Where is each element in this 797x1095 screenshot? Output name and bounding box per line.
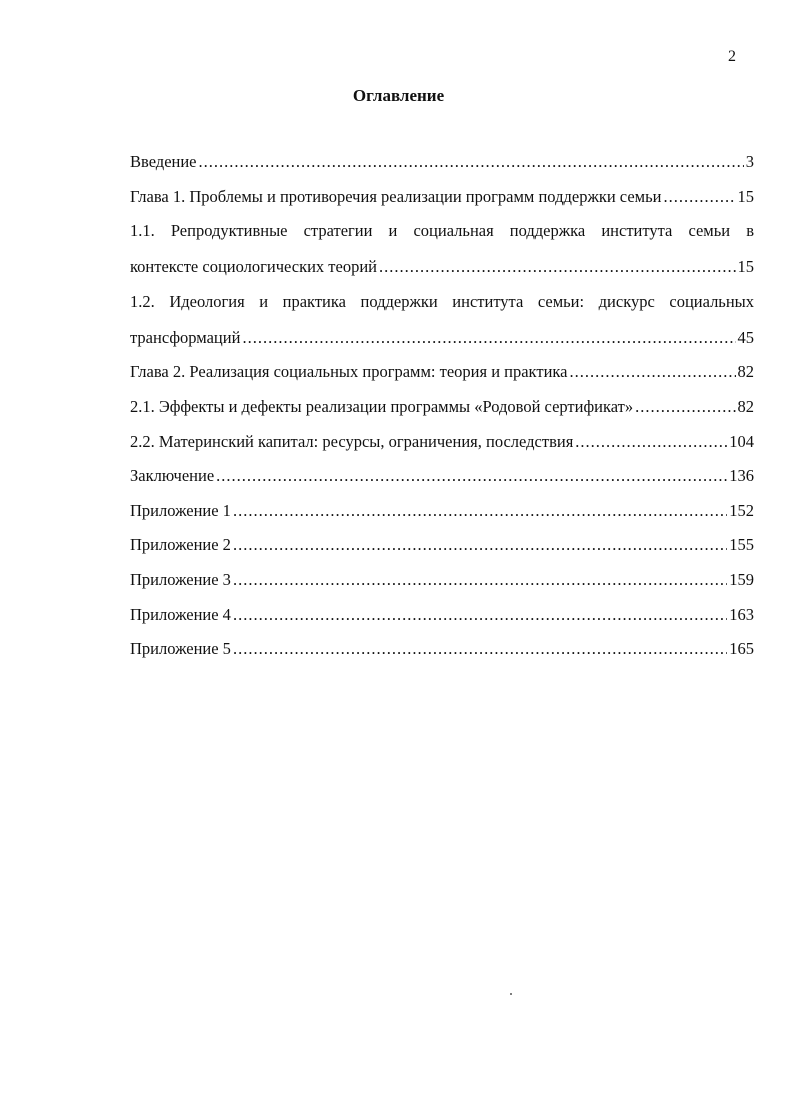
toc-entry-section-2-2[interactable]: [130, 432, 754, 452]
toc-entry-appendix-4[interactable]: [130, 605, 754, 625]
toc-entry-label: Приложение 2: [130, 535, 231, 555]
toc-entry-label: 2.1. Эффекты и дефекты реализации программы «Родовой сертификат»: [130, 396, 634, 416]
dot-leader: [379, 257, 735, 277]
toc-entry-page: 82: [737, 362, 754, 382]
toc-entry-page: 136: [729, 466, 754, 486]
toc-entry-label-line-1: 1.1. Репродуктивные стратегии и социальная поддержка института семьи в: [130, 221, 754, 241]
toc-entry-label: Приложение 5: [130, 639, 231, 659]
page-title: Оглавление: [352, 86, 445, 105]
toc-entry-label: Приложение 3: [130, 569, 231, 589]
dot-leader: [242, 328, 735, 348]
toc-entry-page: 165: [729, 639, 754, 659]
dot-leader: [233, 535, 727, 555]
scan-speck: [510, 993, 512, 995]
dot-leader: [233, 605, 727, 625]
toc-entry-chapter-1[interactable]: [130, 187, 754, 207]
toc-entry-appendix-5[interactable]: [130, 639, 754, 659]
toc-entry-page: 152: [729, 500, 754, 520]
toc-entry-label: Глава 1. Проблемы и противоречия реализации программ поддержки семьи: [130, 186, 662, 206]
dot-leader: [575, 432, 727, 452]
toc-entry-page: 15: [737, 186, 754, 206]
toc-entry-page: 82: [737, 396, 754, 416]
dot-leader: [233, 639, 727, 659]
toc-entry-page: 45: [737, 327, 754, 347]
toc-entry-page: 3: [745, 152, 754, 171]
toc-entry-section-1-2[interactable]: [130, 292, 754, 348]
dot-leader: [233, 570, 727, 590]
dot-leader: [199, 152, 744, 172]
toc-entry-label: Заключение: [130, 466, 215, 486]
toc-entry-page: 15: [737, 257, 754, 277]
toc-entry-appendix-3[interactable]: [130, 570, 754, 590]
toc-entry-label-line-2: трансформаций: [130, 327, 241, 347]
toc-entry-label: 2.2. Материнский капитал: ресурсы, ограничения, последствия: [130, 431, 574, 451]
toc-entry-appendix-2[interactable]: [130, 535, 754, 555]
toc-entry-label: Глава 2. Реализация социальных программ: теория и практика: [130, 362, 568, 382]
toc-entry-label: Приложение 1: [130, 500, 231, 520]
table-of-contents: [130, 152, 754, 674]
toc-entry-page: 163: [729, 604, 754, 624]
toc-entry-label: Приложение 4: [130, 604, 231, 624]
toc-entry-section-1-1[interactable]: [130, 221, 754, 277]
dot-leader: [216, 466, 727, 486]
toc-entry-conclusion[interactable]: [130, 466, 754, 486]
toc-entry-appendix-1[interactable]: [130, 501, 754, 521]
toc-entry-page: 104: [729, 431, 754, 451]
toc-entry-introduction[interactable]: [130, 152, 754, 172]
toc-entry-page: 159: [729, 569, 754, 589]
dot-leader: [635, 397, 735, 417]
toc-entry-label: Введение: [130, 152, 197, 171]
page-number: 2: [728, 48, 736, 65]
toc-entry-page: 155: [729, 535, 754, 555]
toc-entry-label-line-1: 1.2. Идеология и практика поддержки института семьи: дискурс социальных: [130, 291, 754, 311]
toc-entry-label-line-2: контексте социологических теорий: [130, 257, 378, 277]
dot-leader: [663, 187, 735, 207]
dot-leader: [570, 362, 736, 382]
toc-entry-section-2-1[interactable]: [130, 397, 754, 417]
dot-leader: [233, 501, 727, 521]
toc-entry-chapter-2[interactable]: [130, 362, 754, 382]
